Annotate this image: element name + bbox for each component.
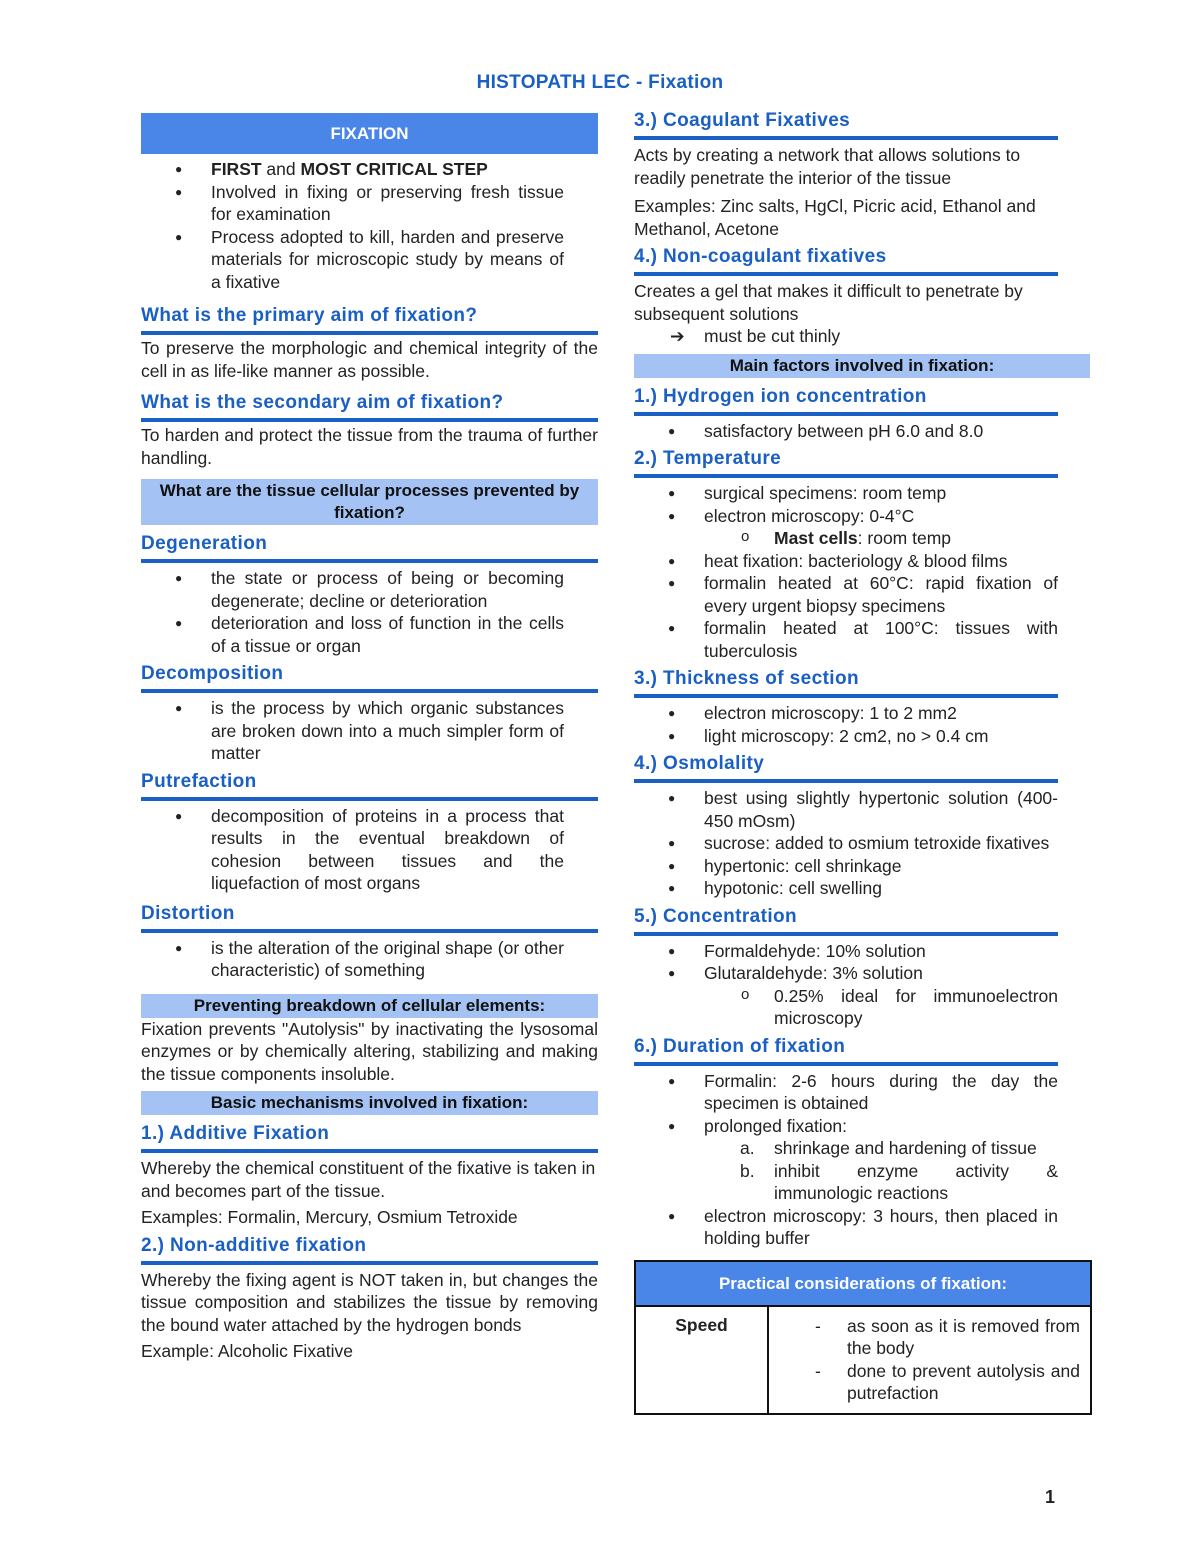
mechanisms-header: Basic mechanisms involved in fixation:: [141, 1091, 598, 1115]
list-item: ● electron microscopy: 1 to 2 mm2: [634, 702, 1058, 725]
list-item: ● decomposition of proteins in a process that results in the eventual breakdown of cohesion between tissues and the liquefaction of most organs: [141, 805, 598, 895]
list-item: ● hypertonic: cell shrinkage: [634, 855, 1058, 878]
decomposition-list: [141, 697, 598, 765]
list-item: ● Process adopted to kill, harden and preserve materials for microscopic study by means of a fixative: [141, 226, 598, 294]
table-row-label: Speed: [636, 1307, 769, 1413]
list-item: ● is the alteration of the original shape (or other characteristic) of something: [141, 937, 598, 982]
list-item: ● heat fixation: bacteriology & blood films: [634, 550, 1058, 573]
hydrogen-heading: 1.) Hydrogen ion concentration: [634, 386, 1058, 416]
noncoagulant-text: Creates a gel that makes it difficult to penetrate by subsequent solutions: [634, 281, 1023, 324]
distortion-heading: Distortion: [141, 903, 598, 933]
list-item: o Mast cells: room temp: [634, 527, 1058, 550]
list-item: b. inhibit enzyme activity & immunologic reactions: [740, 1160, 1058, 1203]
additive-heading: 1.) Additive Fixation: [141, 1123, 598, 1153]
coagulant-text: Acts by creating a network that allows solutions to readily penetrate the interior of the tissue: [634, 145, 1021, 188]
list-item: ● Formaldehyde: 10% solution: [634, 940, 1058, 963]
processes-header: What are the tissue cellular processes prevented by fixation?: [141, 479, 598, 525]
list-item: o 0.25% ideal for immunoelectron microscopy: [634, 985, 1058, 1030]
list-item: ● Glutaraldehyde: 3% solution: [634, 962, 1058, 985]
list-item: ● is the process by which organic substances are broken down into a much simpler form of matter: [141, 697, 598, 765]
noncoagulant-list: [634, 325, 1058, 348]
right-column: [634, 110, 1092, 1415]
list-item: ● electron microscopy: 0-4°C: [634, 505, 1058, 528]
concentration-heading: 5.) Concentration: [634, 906, 1058, 936]
list-item: ● electron microscopy: 3 hours, then placed in holding buffer: [634, 1205, 1058, 1250]
hydrogen-list: [634, 420, 1058, 443]
list-item: ➔ must be cut thinly: [670, 326, 841, 346]
degeneration-heading: Degeneration: [141, 533, 598, 563]
coagulant-examples: Examples: Zinc salts, HgCl, Picric acid, Ethanol and Methanol, Acetone: [634, 196, 1036, 239]
fixation-list: [141, 158, 598, 293]
considerations-table: [634, 1260, 1092, 1415]
factors-header: Main factors involved in fixation:: [634, 354, 1090, 378]
list-item: ● surgical specimens: room temp: [634, 482, 1058, 505]
list-item: ● prolonged fixation:: [634, 1115, 1058, 1138]
duration-list: [634, 1070, 1058, 1250]
list-item: ● formalin heated at 100°C: tissues with tuberculosis: [634, 617, 1058, 662]
putrefaction-list: [141, 805, 598, 895]
table-row-content: [769, 1307, 1090, 1413]
secondary-aim-answer: To harden and protect the tissue from the trauma of further handling.: [141, 425, 598, 468]
additive-examples: Examples: Formalin, Mercury, Osmium Tetroxide: [141, 1207, 518, 1227]
list-item: ● Involved in fixing or preserving fresh tissue for examination: [141, 181, 598, 226]
list-item: a. shrinkage and hardening of tissue: [740, 1138, 1037, 1158]
concentration-list: [634, 940, 1058, 1030]
list-item: ● FIRST and MOST CRITICAL STEP: [141, 158, 598, 181]
fixation-header: FIXATION: [141, 113, 598, 154]
temperature-list: [634, 482, 1058, 662]
page-title: HISTOPATH LEC - Fixation: [476, 72, 724, 93]
distortion-list: [141, 937, 598, 982]
list-item: ● hypotonic: cell swelling: [634, 877, 1058, 900]
nonadditive-heading: 2.) Non-additive fixation: [141, 1235, 598, 1265]
list-item: ● best using slightly hypertonic solution (400-450 mOsm): [634, 787, 1058, 832]
left-column: [141, 110, 598, 1363]
list-item: ● the state or process of being or becoming degenerate; decline or deterioration: [141, 567, 598, 612]
thickness-list: [634, 702, 1058, 747]
primary-aim-answer: To preserve the morphologic and chemical integrity of the cell in as life-like manner as possible.: [141, 338, 598, 381]
list-item: ● sucrose: added to osmium tetroxide fixatives: [634, 832, 1058, 855]
list-item: ● formalin heated at 60°C: rapid fixation of every urgent biopsy specimens: [634, 572, 1058, 617]
temperature-heading: 2.) Temperature: [634, 448, 1058, 478]
list-item: - as soon as it is removed from the body: [769, 1315, 1080, 1360]
preventing-text: Fixation prevents "Autolysis" by inactivating the lysosomal enzymes or by chemically altering, stabilizing and making the tissue components insoluble.: [141, 1018, 598, 1084]
noncoagulant-heading: 4.) Non-coagulant fixatives: [634, 246, 1058, 276]
page-number: 1: [1045, 1487, 1056, 1507]
arrow-icon: ➔: [670, 326, 685, 346]
nonadditive-text: Whereby the fixing agent is NOT taken in, but changes the tissue composition and stabilizes the tissue by removing the bound water attached by the hydrogen bonds: [141, 1269, 598, 1335]
additive-text: Whereby the chemical constituent of the fixative is taken in and becomes part of the tissue.: [141, 1158, 596, 1201]
secondary-aim-heading: What is the secondary aim of fixation?: [141, 392, 598, 422]
nonadditive-example: Example: Alcoholic Fixative: [141, 1341, 354, 1361]
degeneration-list: [141, 567, 598, 657]
table-header: Practical considerations of fixation:: [636, 1262, 1090, 1307]
coagulant-heading: 3.) Coagulant Fixatives: [634, 110, 1058, 140]
osmolality-list: [634, 787, 1058, 900]
osmolality-heading: 4.) Osmolality: [634, 753, 1058, 783]
list-item: ● satisfactory between pH 6.0 and 8.0: [634, 420, 1058, 443]
primary-aim-heading: What is the primary aim of fixation?: [141, 305, 598, 335]
list-item: ● Formalin: 2-6 hours during the day the specimen is obtained: [634, 1070, 1058, 1115]
list-item: ● light microscopy: 2 cm2, no > 0.4 cm: [634, 725, 1058, 748]
duration-heading: 6.) Duration of fixation: [634, 1036, 1058, 1066]
preventing-header: Preventing breakdown of cellular elements:: [141, 994, 598, 1018]
thickness-heading: 3.) Thickness of section: [634, 668, 1058, 698]
table-row: [636, 1307, 1090, 1413]
list-item: - done to prevent autolysis and putrefaction: [769, 1360, 1080, 1405]
list-item: ● deterioration and loss of function in the cells of a tissue or organ: [141, 612, 598, 657]
putrefaction-heading: Putrefaction: [141, 771, 598, 801]
decomposition-heading: Decomposition: [141, 663, 598, 693]
